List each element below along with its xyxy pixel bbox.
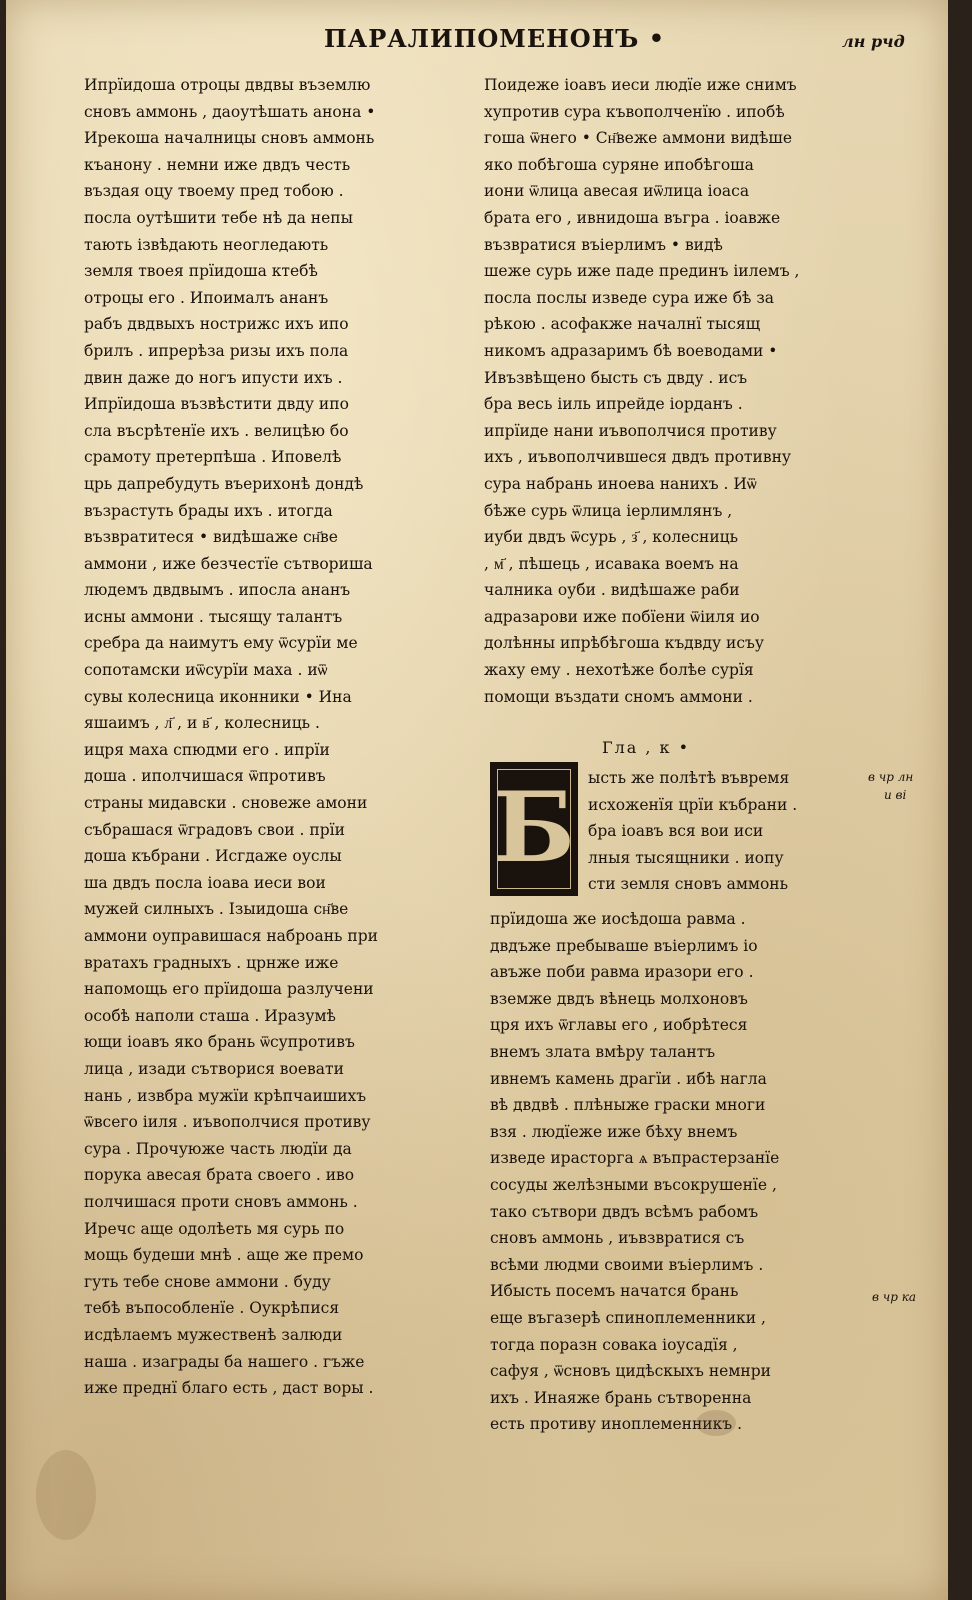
text-line: Поидеже іоавъ иеси людїе иже снимъ: [484, 76, 797, 94]
text-line: доша къбрани . Исгдаже оуслы: [84, 847, 342, 866]
text-line: събрашася ѿградовъ свои . прїи: [84, 820, 345, 839]
text-line: бра весь іиль ипрейде іорданъ .: [484, 395, 743, 414]
text-line: възрастуть брады ихъ . итогда: [84, 501, 333, 520]
text-line: долѣнны ипрѣбѣгоша къдвду исъу: [484, 634, 765, 653]
book-page: [6, 0, 948, 1600]
text-line: цря ихъ ѿглавы его , иобрѣтеся: [490, 1016, 748, 1035]
chapter-body-text: [490, 906, 852, 1438]
text-line: рѣкою . асофакже началнї тысящ: [484, 315, 761, 334]
text-line: брата его , ивнидоша въгра . іоавже: [484, 208, 781, 227]
text-line: полчишася проти сновъ аммонь .: [84, 1192, 358, 1211]
text-line: ихъ , иъвополчившеся двдъ противну: [484, 448, 792, 467]
text-line: Ибысть посемъ начатся брань: [490, 1282, 739, 1301]
text-line: сновъ аммонь , иъвзвратися съ: [490, 1229, 745, 1248]
text-line: възвратися въіерлимъ • видѣ: [484, 235, 723, 254]
text-line: бра іоавъ вся вои иси: [588, 822, 764, 841]
text-line: напомощь его прїидоша разлучени: [84, 980, 374, 999]
text-line: възвратитеся • видѣшаже сн҃ве: [84, 528, 338, 547]
text-line: еще въгазерѣ спиноплеменники ,: [490, 1308, 766, 1327]
text-line: авъже поби равма иразори его .: [490, 963, 754, 982]
paper-stain: [696, 1410, 736, 1436]
text-line: лица , изади сътворися воевати: [84, 1059, 344, 1078]
text-line: чалника оуби . видѣшаже раби: [484, 581, 740, 600]
text-line: тогда поразн совака іоусадїя ,: [490, 1335, 738, 1354]
text-line: земля твоея прїидоша ктебѣ: [84, 262, 318, 281]
text-line: иже преднї благо есть , даст воры .: [84, 1379, 374, 1398]
text-line: сла въсрѣтенїе ихъ . велицѣю бо: [84, 421, 349, 440]
text-line: яшаимъ , л҃ , и в҃ , колесниць .: [84, 714, 320, 733]
text-line: внемъ злата вмѣру талантъ: [490, 1042, 716, 1061]
text-line: нань , извбра мужїи крѣпчаишихъ: [84, 1086, 367, 1105]
text-line: гоша ѿнего • Сн҃веже аммони видѣше: [484, 129, 793, 148]
text-line: Ипрїидоша възвѣстити двду ипо: [84, 395, 349, 414]
text-line: ипрїиде нани иъвополчися противу: [484, 421, 777, 440]
text-line: сребра да наимутъ ему ѿсурїи ме: [84, 634, 358, 653]
text-line: ысть же полѣтѣ въвремя: [588, 769, 790, 787]
text-line: сувы колесница иконники • Ина: [84, 687, 352, 706]
margin-note: и ві: [884, 788, 907, 802]
text-line: рабъ двдвыхъ нострижс ихъ ипо: [84, 315, 349, 334]
text-line: Ипрїидоша отроцы двдвы въземлю: [84, 76, 371, 94]
text-line: людемъ двдвымъ . ипосла ананъ: [84, 581, 351, 600]
text-line: сура набрань иноева нанихъ . Иѿ: [484, 474, 757, 493]
chapter-opening-lines: [588, 765, 852, 898]
text-line: сура . Прочуюже часть людїи да: [84, 1139, 352, 1158]
text-line: вземже двдъ вѣнець молхоновъ: [490, 989, 748, 1008]
margin-note: в чр лн: [868, 770, 914, 784]
text-line: посла оутѣшити тебе нѣ да непы: [84, 208, 353, 227]
text-line: взя . людїеже иже бѣху внемъ: [490, 1122, 738, 1141]
text-line: въздая оцу твоему пред тобою .: [84, 182, 344, 201]
decorated-initial-letter: [490, 762, 578, 896]
paper-stain: [36, 1450, 96, 1540]
text-line: сосуды желѣзными въсокрушенїе ,: [490, 1175, 777, 1194]
text-line: страны мидавски . сновеже амони: [84, 794, 368, 813]
text-line: Ирекоша началницы сновъ аммонь: [84, 129, 375, 148]
text-line: аммони , иже безчестїе сътвориша: [84, 554, 373, 573]
text-line: наша . изаграды ба нашего . гъже: [84, 1352, 365, 1371]
text-line: доша . иполчишася ѿпротивъ: [84, 767, 326, 786]
text-line: вѣ двдвѣ . плѣныже граски многи: [490, 1096, 766, 1115]
text-line: срамоту претерпѣша . Иповелѣ: [84, 448, 342, 467]
text-line: двдъже пребываше въіерлимъ іо: [490, 936, 758, 955]
text-line: лныя тысящники . иопу: [588, 848, 784, 867]
right-text-column: [484, 72, 852, 710]
text-line: бѣже сурь ѿлица іерлимлянъ ,: [484, 501, 733, 520]
text-line: къанону . немни иже двдъ честь: [84, 155, 351, 174]
text-line: отроцы его . Ипоималъ ананъ: [84, 288, 329, 307]
left-text-column: [84, 72, 466, 1402]
text-line: иуби двдъ ѿсурь , з҃ , колесниць: [484, 528, 739, 547]
folio-number: лн рчд: [842, 32, 905, 51]
text-line: ицря маха спюдми его . ипрїи: [84, 740, 330, 759]
text-line: Иречс аще одолѣеть мя сурь по: [84, 1219, 345, 1238]
text-line: жаху ему . нехотѣже болѣе сурїя: [484, 661, 754, 680]
text-line: сафуя , ѿсновъ цидѣскыхъ немнри: [490, 1362, 771, 1381]
text-line: изведе ирасторга ѧ въпрастерзанїе: [490, 1149, 780, 1168]
text-line: яко побѣгоша суряне ипобѣгоша: [484, 155, 754, 174]
text-line: есть противу иноплеменникъ .: [490, 1415, 743, 1434]
text-line: вратахъ градныхъ . црнже иже: [84, 953, 339, 972]
text-line: , м҃ , пѣшець , исавака воемъ на: [484, 554, 739, 573]
text-line: порука авесая брата своего . иво: [84, 1166, 355, 1185]
text-line: сопотамски иѿсурїи маха . иѿ: [84, 661, 328, 680]
text-line: ша двдъ посла іоава иеси вои: [84, 873, 326, 892]
text-line: тають ізвѣдають неогледають: [84, 235, 329, 254]
text-line: ивнемъ камень драгїи . ибѣ нагла: [490, 1069, 767, 1088]
text-line: иони ѿлица авесая иѿлица іоаса: [484, 182, 750, 201]
text-line: шеже сурь иже паде прединъ іилемъ ,: [484, 262, 800, 281]
text-line: исхоженїя црїи къбрани .: [588, 795, 798, 814]
text-line: никомъ адразаримъ бѣ воеводами •: [484, 341, 778, 360]
text-line: исдѣлаемъ мужественѣ залюди: [84, 1325, 343, 1344]
text-line: Ивъзвѣщено бысть съ двду . исъ: [484, 368, 748, 387]
text-line: исны аммони . тысящу талантъ: [84, 607, 343, 626]
text-line: брилъ . ипрерѣза ризы ихъ пола: [84, 341, 349, 360]
running-title: ПАРАЛИПОМЕНОНЪ •: [324, 24, 666, 53]
page-header: [6, 20, 948, 60]
text-line: сновъ аммонь , даоутѣшать анона •: [84, 102, 376, 121]
text-line: ющи іоавъ яко брань ѿсупротивъ: [84, 1033, 355, 1052]
text-line: аммони оуправишася наброань при: [84, 927, 378, 945]
text-line: посла послы изведе сура иже бѣ за: [484, 288, 775, 307]
text-line: гуть тебе снове аммони . буду: [84, 1272, 331, 1291]
text-line: прїидоша же иосѣдоша равма .: [490, 910, 746, 928]
initial-glyph: Б: [493, 771, 576, 884]
chapter-heading: Гла , к •: [602, 738, 691, 757]
text-line: ѿвсего іиля . иъвополчися противу: [84, 1113, 371, 1132]
text-line: тебѣ въпособленїе . Оукрѣпися: [84, 1299, 340, 1318]
text-line: мощь будеши мнѣ . аще же премо: [84, 1246, 364, 1265]
text-line: сти земля сновъ аммонь: [588, 875, 789, 894]
text-line: адразарови иже побїени ѿіиля ио: [484, 607, 760, 626]
text-line: ихъ . Инаяже брань сътворенна: [490, 1388, 752, 1407]
text-line: црь дапребудуть въерихонѣ дондѣ: [84, 474, 364, 493]
text-line: всѣми людми своими въіерлимъ .: [490, 1255, 764, 1274]
text-line: мужей силныхъ . Ізыидоша сн҃ве: [84, 900, 349, 919]
text-line: двин даже до ногъ ипусти ихъ .: [84, 368, 343, 387]
text-line: особѣ наполи сташа . Иразумѣ: [84, 1006, 336, 1025]
margin-note: в чр ка: [872, 1290, 917, 1304]
text-line: помощи въздати сномъ аммони .: [484, 687, 753, 706]
text-line: хупротив сура къвополченїю . ипобѣ: [484, 102, 785, 121]
text-line: тако сътвори двдъ всѣмъ рабомъ: [490, 1202, 759, 1221]
